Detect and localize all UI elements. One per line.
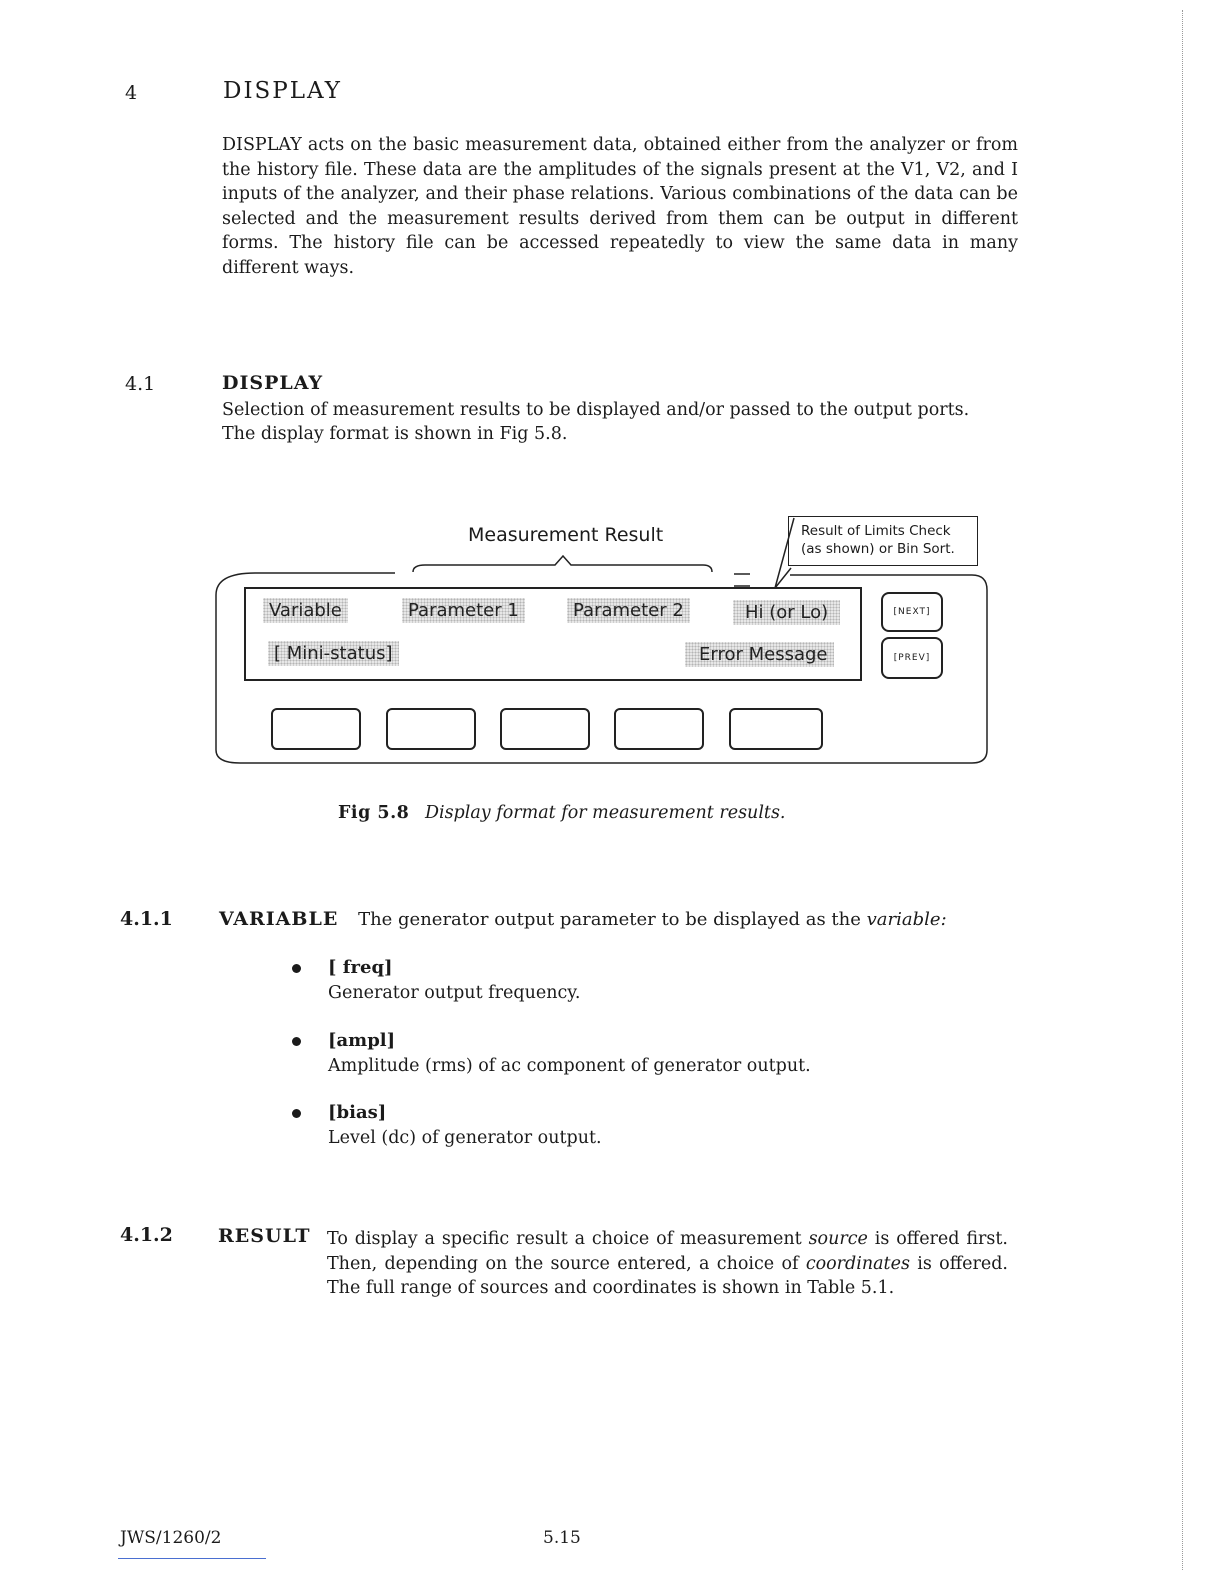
section-4-paragraph bbox=[222, 133, 1018, 280]
field-error-message: Error Message bbox=[685, 642, 834, 667]
bullet-bias-key: [bias] bbox=[328, 1102, 387, 1123]
bullet-ampl-key: [ampl] bbox=[328, 1030, 396, 1051]
soft-key-3[interactable] bbox=[500, 708, 590, 750]
bullet-freq-key: [ freq] bbox=[328, 957, 393, 978]
section-4-1-line-1: Selection of measurement results to be displayed and/or passed to the output ports. bbox=[222, 400, 970, 420]
section-4-1-line-2: The display format is shown in Fig 5.8. bbox=[222, 424, 568, 444]
caption-text: Display format for measurement results. bbox=[424, 803, 786, 823]
bullet-freq-desc: Generator output frequency. bbox=[328, 983, 581, 1003]
section-4-1-1-number: 4.1.1 bbox=[120, 908, 173, 930]
caption-label: Fig 5.8 bbox=[338, 803, 410, 823]
field-variable: Variable bbox=[263, 598, 348, 623]
field-parameter-1: Parameter 1 bbox=[402, 598, 525, 623]
field-parameter-2: Parameter 2 bbox=[567, 598, 690, 623]
section-4-1-2-em1: source bbox=[808, 1229, 868, 1249]
field-mini-status: [ Mini-status] bbox=[268, 641, 399, 666]
section-4-text: DISPLAY acts on the basic measurement data, obtained either from the analyzer or from the history file. These data are the amplitudes of the signals present at the V1, V2, and I inputs of the analyzer, and their phase relations. Various combinations of the data can be selected and the measurement results derived from them can be output in different forms. The history file can be accessed repeatedly to view the same data in many different ways. bbox=[222, 135, 1018, 278]
footer-page-number: 5.15 bbox=[543, 1528, 581, 1548]
section-4-1-2-text bbox=[327, 1227, 1008, 1301]
soft-key-5[interactable] bbox=[729, 708, 823, 750]
section-4-1-1-intro: The generator output parameter to be displayed as the bbox=[358, 909, 861, 930]
bullet-dot bbox=[292, 1109, 301, 1118]
field-hi-lo: Hi (or Lo) bbox=[733, 600, 840, 625]
limits-check-callout bbox=[788, 516, 978, 566]
section-4-1-1-heading bbox=[219, 908, 947, 930]
section-4-1-2-t1: To display a specific result a choice of measurement bbox=[327, 1229, 802, 1249]
bullet-bias-desc: Level (dc) of generator output. bbox=[328, 1128, 602, 1148]
bullet-dot bbox=[292, 1037, 301, 1046]
limits-callout-line-2: (as shown) or Bin Sort. bbox=[801, 541, 955, 557]
section-4-1-2-number: 4.1.2 bbox=[120, 1224, 173, 1246]
section-4-1-2-t2: is offered first. Then, depending on the source entered, a choice of bbox=[327, 1229, 1008, 1274]
section-4-1-2-title: RESULT bbox=[218, 1225, 311, 1247]
section-4-1-2-em2: coordinates bbox=[805, 1253, 910, 1274]
page-edge-rule bbox=[1182, 10, 1183, 1570]
soft-key-1[interactable] bbox=[271, 708, 361, 750]
prev-button[interactable]: [PREV] bbox=[881, 637, 943, 679]
bullet-dot bbox=[292, 964, 301, 973]
section-4-1-2-t3: is offered. The full range of sources and coordinates is shown in Table 5.1. bbox=[327, 1253, 1008, 1298]
section-4-1-title: DISPLAY bbox=[222, 372, 324, 394]
section-4-title: DISPLAY bbox=[223, 78, 342, 104]
section-4-1-number: 4.1 bbox=[125, 373, 156, 395]
figure-caption bbox=[338, 803, 786, 823]
soft-key-4[interactable] bbox=[614, 708, 704, 750]
footer-doc-id: JWS/1260/2 bbox=[120, 1528, 222, 1548]
section-4-1-2-paragraph bbox=[327, 1227, 1008, 1301]
limits-callout-line-1: Result of Limits Check bbox=[801, 523, 951, 539]
section-4-1-1-intro-em: variable: bbox=[866, 909, 947, 930]
measurement-result-label: Measurement Result bbox=[468, 524, 664, 546]
soft-key-2[interactable] bbox=[386, 708, 476, 750]
bullet-ampl-desc: Amplitude (rms) of ac component of generator output. bbox=[328, 1056, 811, 1076]
figure-display-format bbox=[200, 500, 1000, 780]
footer-rule bbox=[118, 1558, 266, 1559]
section-4-number: 4 bbox=[125, 82, 138, 104]
section-4-1-1-title: VARIABLE bbox=[219, 908, 339, 930]
next-button[interactable]: [NEXT] bbox=[881, 592, 943, 632]
